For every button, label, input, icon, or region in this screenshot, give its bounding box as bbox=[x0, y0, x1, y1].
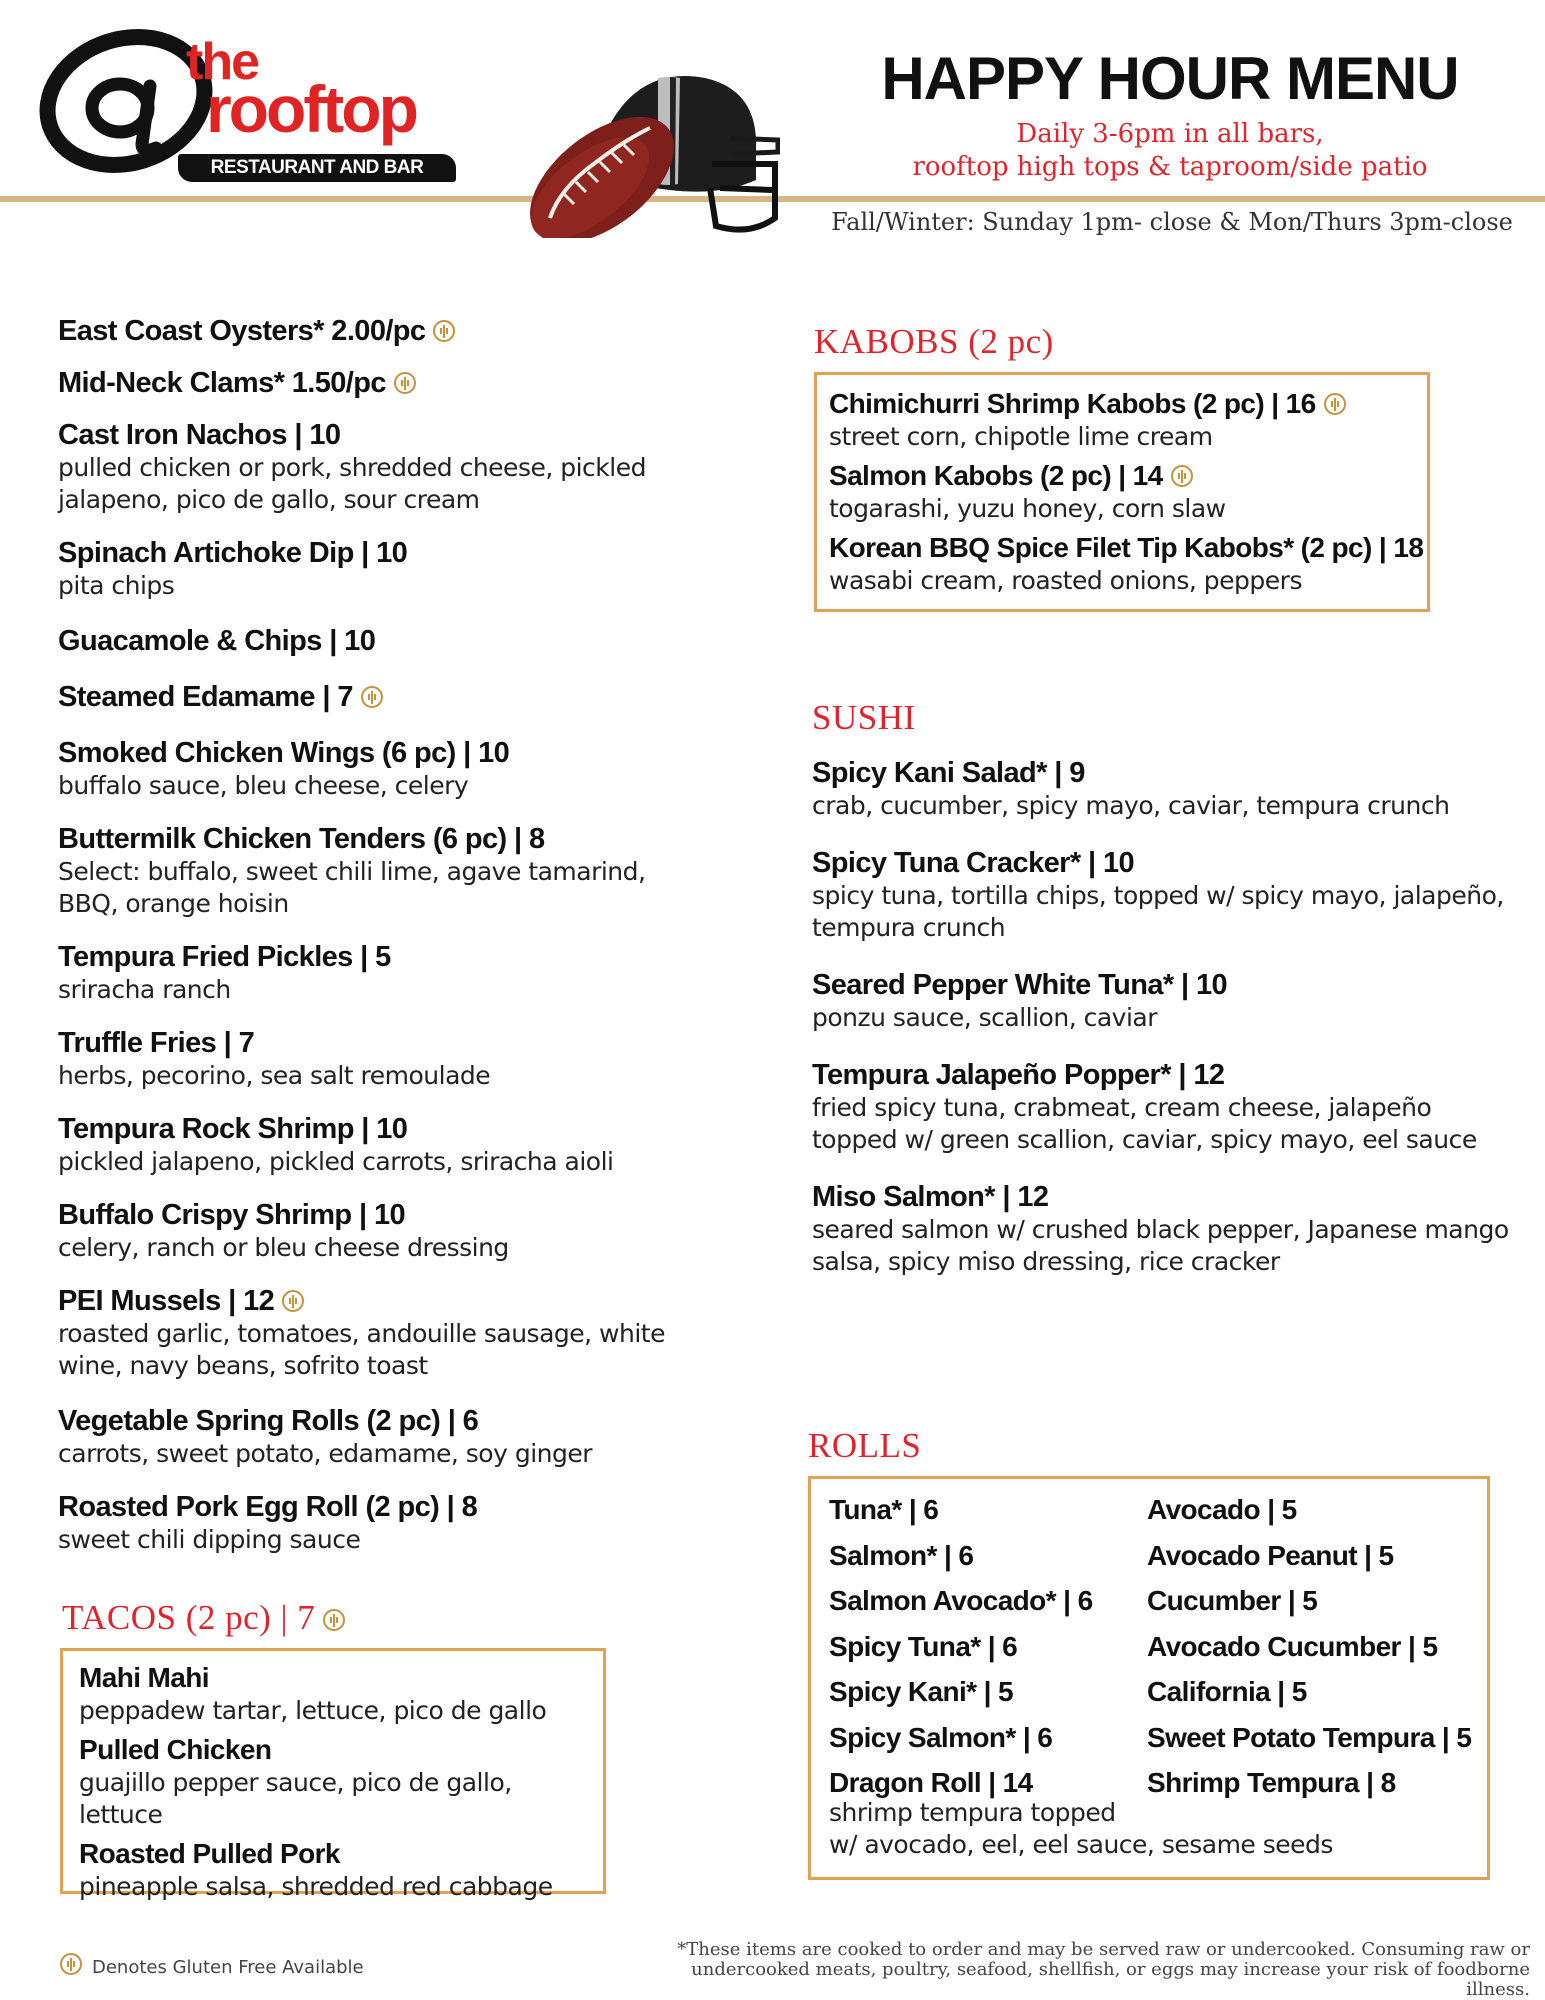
dragon-desc-line-2: w/ avocado, eel, eel sauce, sesame seeds bbox=[829, 1830, 1333, 1859]
restaurant-logo bbox=[38, 26, 424, 178]
menu-item-title-text: Buttermilk Chicken Tenders (6 pc) | 8 bbox=[58, 823, 545, 855]
menu-item-title-text: Pulled Chicken bbox=[79, 1734, 272, 1765]
raw-food-disclaimer bbox=[640, 1940, 1530, 2000]
menu-item-title-text: East Coast Oysters* 2.00/pc bbox=[58, 315, 426, 347]
rolls-heading: ROLLS bbox=[808, 1426, 922, 1465]
menu-item-title bbox=[58, 1404, 698, 1438]
menu-item-title-text: Seared Pepper White Tuna* | 10 bbox=[812, 969, 1228, 1001]
menu-item-description: wasabi cream, roasted onions, peppers bbox=[829, 566, 1302, 595]
menu-item bbox=[58, 1490, 698, 1556]
hours-line-1: Daily 3-6pm in all bars, bbox=[1016, 119, 1324, 149]
menu-item-title-text: Tempura Jalapeño Popper* | 12 bbox=[812, 1059, 1225, 1091]
menu-item-title bbox=[58, 1198, 698, 1232]
menu-item bbox=[58, 624, 698, 658]
menu-item-title-text: Steamed Edamame | 7 bbox=[58, 681, 353, 713]
menu-item-title-text: Korean BBQ Spice Filet Tip Kabobs* (2 pc) | 18 bbox=[829, 532, 1424, 563]
logo-rooftop: rooftop bbox=[206, 72, 416, 146]
menu-item-title bbox=[58, 418, 698, 452]
menu-item bbox=[58, 1112, 698, 1178]
gluten-free-icon bbox=[60, 1953, 82, 1975]
roll-item: Cucumber | 5 bbox=[1147, 1585, 1318, 1616]
menu-item-title-text: Guacamole & Chips | 10 bbox=[58, 625, 376, 657]
roll-item: Spicy Tuna* | 6 bbox=[829, 1630, 1018, 1662]
menu-item-title bbox=[58, 940, 698, 974]
menu-item-description: herbs, pecorino, sea salt remoulade bbox=[58, 1061, 491, 1090]
menu-item-description: pickled jalapeno, pickled carrots, sriracha aioli bbox=[58, 1147, 614, 1176]
menu-item-description: fried spicy tuna, crabmeat, cream cheese, jalapeño topped w/ green scallion, caviar, spicy mayo, eel sauce bbox=[812, 1093, 1477, 1154]
gluten-free-note bbox=[60, 1953, 364, 1978]
sushi-heading: SUSHI bbox=[812, 698, 916, 737]
menu-item-title bbox=[58, 314, 698, 348]
gluten-free-icon bbox=[433, 320, 455, 342]
roll-item: Shrimp Tempura | 8 bbox=[1147, 1767, 1396, 1798]
roll-item: Salmon* | 6 bbox=[829, 1539, 974, 1571]
menu-item-title-text: Mid-Neck Clams* 1.50/pc bbox=[58, 367, 386, 399]
rolls-box bbox=[808, 1476, 1490, 1880]
menu-item-title bbox=[58, 1284, 698, 1318]
menu-item-title bbox=[829, 459, 1425, 493]
menu-item bbox=[812, 756, 1512, 822]
roll-item: Avocado | 5 bbox=[1147, 1494, 1297, 1525]
menu-item bbox=[58, 940, 698, 1006]
menu-item bbox=[829, 459, 1425, 525]
menu-item-description: sriracha ranch bbox=[58, 975, 231, 1004]
tacos-heading bbox=[62, 1598, 345, 1638]
menu-item-description: pineapple salsa, shredded red cabbage bbox=[79, 1872, 553, 1901]
menu-item-title bbox=[79, 1733, 599, 1767]
menu-item-title bbox=[58, 536, 698, 570]
menu-item-title bbox=[829, 387, 1425, 421]
sushi-list bbox=[812, 756, 1512, 1278]
menu-item-title bbox=[812, 756, 1512, 790]
menu-item-description: seared salmon w/ crushed black pepper, Japanese mango salsa, spicy miso dressing, rice cracker bbox=[812, 1215, 1509, 1276]
menu-item bbox=[58, 536, 698, 602]
menu-item-title-text: Salmon Kabobs (2 pc) | 14 bbox=[829, 460, 1163, 491]
season-hours: Fall/Winter: Sunday 1pm- close & Mon/Thurs 3pm-close bbox=[831, 208, 1513, 236]
menu-item-description: Select: buffalo, sweet chili lime, agave tamarind, BBQ, orange hoisin bbox=[58, 857, 646, 918]
menu-item-description: sweet chili dipping sauce bbox=[58, 1525, 361, 1554]
menu-item-title bbox=[58, 1026, 698, 1060]
menu-item bbox=[58, 1198, 698, 1264]
menu-item bbox=[812, 846, 1512, 944]
gluten-free-note-text: Denotes Gluten Free Available bbox=[92, 1957, 364, 1978]
roll-item: California | 5 bbox=[1147, 1676, 1307, 1707]
menu-item-title-text: PEI Mussels | 12 bbox=[58, 1285, 275, 1317]
kabobs-list bbox=[829, 387, 1425, 597]
gluten-free-icon bbox=[361, 686, 383, 708]
menu-item-description: celery, ranch or bleu cheese dressing bbox=[58, 1233, 509, 1262]
menu-item bbox=[812, 1058, 1512, 1156]
menu-item-title-text: Buffalo Crispy Shrimp | 10 bbox=[58, 1199, 406, 1231]
tacos-box bbox=[60, 1648, 606, 1901]
menu-item-description: street corn, chipotle lime cream bbox=[829, 422, 1213, 451]
roll-item: Avocado Cucumber | 5 bbox=[1147, 1630, 1438, 1662]
menu-item-title bbox=[829, 531, 1425, 565]
hours-line-2: rooftop high tops & taproom/side patio bbox=[912, 152, 1428, 182]
menu-item-title bbox=[812, 846, 1512, 880]
tacos-heading-text: TACOS (2 pc) | 7 bbox=[62, 1598, 316, 1637]
gluten-free-icon bbox=[1171, 465, 1193, 487]
menu-item bbox=[58, 822, 698, 920]
menu-item-title bbox=[79, 1661, 599, 1695]
menu-item-title bbox=[58, 366, 698, 400]
kabobs-box bbox=[814, 372, 1430, 612]
menu-item bbox=[58, 680, 698, 714]
menu-item-description: ponzu sauce, scallion, caviar bbox=[812, 1003, 1157, 1032]
disclaimer-line-2: undercooked meats, poultry, seafood, shellfish, or eggs may increase your risk of foodborne illness. bbox=[691, 1959, 1530, 2000]
dragon-roll-description bbox=[829, 1797, 1479, 1861]
menu-item-title bbox=[58, 736, 698, 770]
menu-item bbox=[58, 418, 698, 516]
roll-item: Salmon Avocado* | 6 bbox=[829, 1585, 1093, 1616]
menu-item-title-text: Chimichurri Shrimp Kabobs (2 pc) | 16 bbox=[829, 388, 1316, 419]
gluten-free-icon bbox=[323, 1609, 345, 1631]
menu-item bbox=[58, 1026, 698, 1092]
menu-item bbox=[79, 1837, 599, 1903]
roll-item: Tuna* | 6 bbox=[829, 1494, 939, 1525]
menu-item-title-text: Tempura Fried Pickles | 5 bbox=[58, 941, 391, 973]
menu-item-title bbox=[812, 968, 1512, 1002]
menu-item-description: spicy tuna, tortilla chips, topped w/ spicy mayo, jalapeño, tempura crunch bbox=[812, 881, 1504, 942]
roll-item: Spicy Salmon* | 6 bbox=[829, 1721, 1053, 1753]
menu-item-title-text: Smoked Chicken Wings (6 pc) | 10 bbox=[58, 737, 510, 769]
menu-item bbox=[829, 531, 1425, 597]
football-helmet-icon bbox=[520, 68, 780, 238]
menu-item-title-text: Truffle Fries | 7 bbox=[58, 1027, 255, 1059]
menu-item bbox=[58, 314, 698, 348]
disclaimer-line-1: *These items are cooked to order and may be served raw or undercooked. Consuming raw or bbox=[677, 1939, 1530, 1960]
menu-item-title-text: Mahi Mahi bbox=[79, 1662, 209, 1693]
menu-item-title-text: Cast Iron Nachos | 10 bbox=[58, 419, 341, 451]
menu-item-title-text: Spicy Kani Salad* | 9 bbox=[812, 757, 1085, 789]
menu-item-title-text: Roasted Pork Egg Roll (2 pc) | 8 bbox=[58, 1491, 478, 1523]
menu-item bbox=[829, 387, 1425, 453]
menu-item-title bbox=[58, 624, 698, 658]
menu-item bbox=[58, 736, 698, 802]
menu-item bbox=[79, 1733, 599, 1831]
logo-the: the bbox=[186, 33, 258, 91]
kabobs-heading: KABOBS (2 pc) bbox=[814, 322, 1054, 361]
logo-tagline: RESTAURANT AND BAR bbox=[178, 154, 456, 182]
menu-item-description: crab, cucumber, spicy mayo, caviar, tempura crunch bbox=[812, 791, 1450, 820]
menu-item bbox=[79, 1661, 599, 1727]
dragon-desc-line-1: shrimp tempura topped bbox=[829, 1798, 1116, 1827]
menu-item-description: peppadew tartar, lettuce, pico de gallo bbox=[79, 1696, 547, 1725]
rolls-left-column bbox=[829, 1487, 1093, 1806]
menu-item-title bbox=[812, 1058, 1512, 1092]
menu-item bbox=[812, 1180, 1512, 1278]
menu-item-title bbox=[58, 680, 698, 714]
roll-item: Dragon Roll | 14 bbox=[829, 1767, 1033, 1798]
roll-item: Avocado Peanut | 5 bbox=[1147, 1539, 1394, 1571]
menu-item-title bbox=[812, 1180, 1512, 1214]
menu-item-title-text: Roasted Pulled Pork bbox=[79, 1838, 340, 1869]
menu-item bbox=[58, 366, 698, 400]
menu-item-title-text: Spicy Tuna Cracker* | 10 bbox=[812, 847, 1135, 879]
menu-item-title-text: Tempura Rock Shrimp | 10 bbox=[58, 1113, 408, 1145]
gluten-free-icon bbox=[282, 1290, 304, 1312]
roll-item: Sweet Potato Tempura | 5 bbox=[1147, 1721, 1472, 1753]
gluten-free-icon bbox=[394, 372, 416, 394]
menu-item-description: guajillo pepper sauce, pico de gallo, lettuce bbox=[79, 1768, 512, 1829]
tacos-list bbox=[79, 1661, 599, 1903]
menu-item-title bbox=[58, 1490, 698, 1524]
appetizers-list bbox=[58, 314, 698, 1556]
menu-item bbox=[812, 968, 1512, 1034]
menu-item-title-text: Spinach Artichoke Dip | 10 bbox=[58, 537, 408, 569]
menu-item bbox=[58, 1284, 698, 1382]
hours-text bbox=[820, 118, 1520, 184]
menu-item-description: togarashi, yuzu honey, corn slaw bbox=[829, 494, 1226, 523]
page-title: HAPPY HOUR MENU bbox=[881, 45, 1459, 112]
menu-item-description: roasted garlic, tomatoes, andouille sausage, white wine, navy beans, sofrito toast bbox=[58, 1319, 665, 1380]
menu-item-title bbox=[58, 822, 698, 856]
menu-item-title bbox=[58, 1112, 698, 1146]
menu-item-description: carrots, sweet potato, edamame, soy ginger bbox=[58, 1439, 593, 1468]
menu-item bbox=[58, 1404, 698, 1470]
menu-item-description: pulled chicken or pork, shredded cheese, pickled jalapeno, pico de gallo, sour cream bbox=[58, 453, 646, 514]
menu-item-title-text: Vegetable Spring Rolls (2 pc) | 6 bbox=[58, 1405, 479, 1437]
rolls-right-column bbox=[1147, 1487, 1471, 1806]
menu-item-description: buffalo sauce, bleu cheese, celery bbox=[58, 771, 469, 800]
menu-item-title-text: Miso Salmon* | 12 bbox=[812, 1181, 1049, 1213]
menu-item-title bbox=[79, 1837, 599, 1871]
gluten-free-icon bbox=[1324, 393, 1346, 415]
menu-item-description: pita chips bbox=[58, 571, 175, 600]
roll-item: Spicy Kani* | 5 bbox=[829, 1676, 1014, 1707]
